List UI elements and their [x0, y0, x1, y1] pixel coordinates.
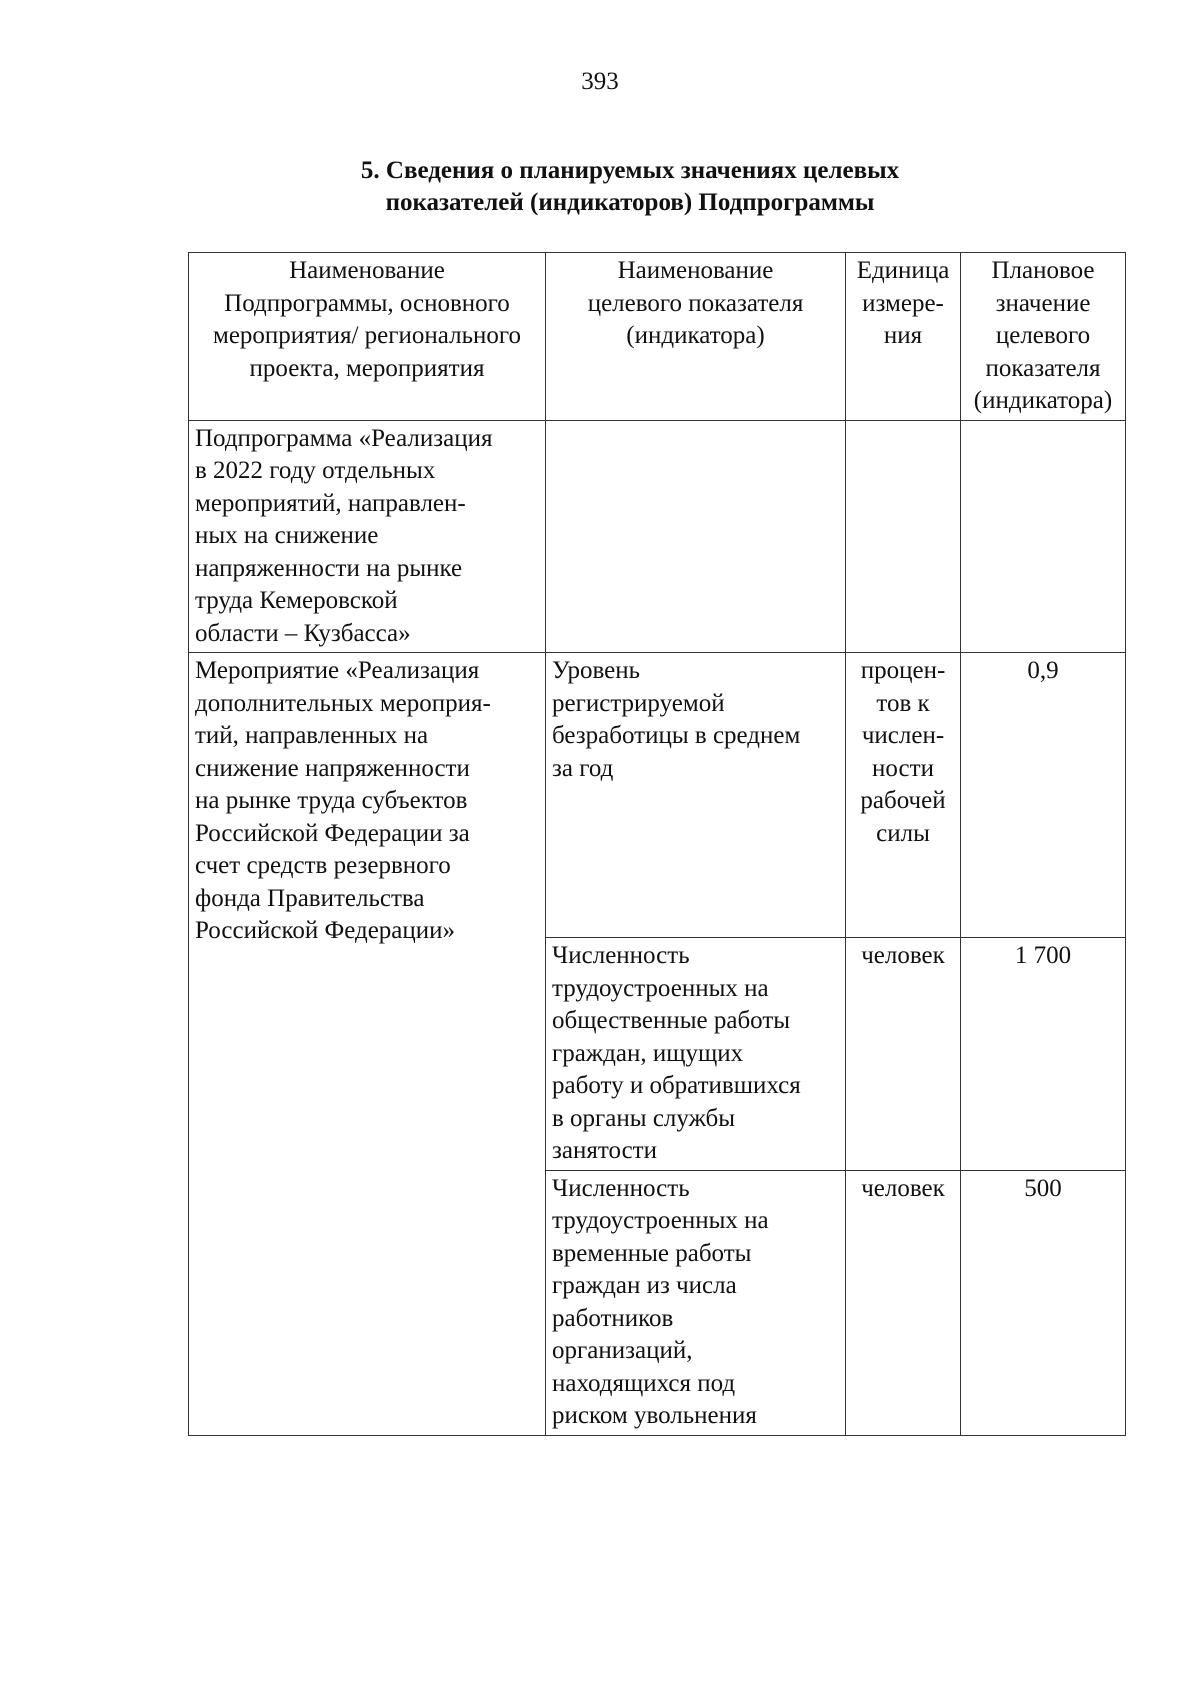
page-number: 393	[581, 68, 619, 95]
indicator-unit-cell: человек	[846, 938, 961, 1171]
empty-cell	[546, 420, 846, 653]
section-title-line-1: 5. Сведения о планируемых значениях целевых	[360, 157, 900, 184]
section-title-line-2: показателей (индикаторов) Подпрограммы	[385, 189, 875, 216]
header-planned-value: Плановое значение целевого показателя (индикатора)	[961, 253, 1126, 421]
indicator-name-cell: Численность трудоустроенных на общественные работы граждан, ищущих работу и обратившихся в органы службы занятости	[546, 938, 846, 1171]
indicator-value-cell: 1 700	[961, 938, 1126, 1171]
table-row-subprogram	[189, 420, 1126, 653]
header-indicator-name: Наименование целевого показателя (индикатора)	[546, 253, 846, 421]
table-row-indicator-1	[189, 653, 1126, 938]
indicator-value-cell: 0,9	[961, 653, 1126, 938]
indicators-table	[188, 252, 1126, 1436]
empty-cell	[846, 420, 961, 653]
indicator-name-cell: Уровень регистрируемой безработицы в среднем за год	[546, 653, 846, 938]
subprogram-name-cell: Подпрограмма «Реализация в 2022 году отдельных мероприятий, направлен- ных на снижение напряженности на рынке труда Кемеровской области – Кузбасса»	[189, 420, 546, 653]
indicator-value-cell: 500	[961, 1170, 1126, 1435]
header-program-name: Наименование Подпрограммы, основного мероприятия/ регионального проекта, мероприятия	[189, 253, 546, 421]
indicator-name-cell: Численность трудоустроенных на временные работы граждан из числа работников организаций, находящихся под риском увольнения	[546, 1170, 846, 1435]
indicator-unit-cell: человек	[846, 1170, 961, 1435]
indicator-unit-cell: процен- тов к числен- ности рабочей силы	[846, 653, 961, 938]
empty-cell	[961, 420, 1126, 653]
section-title	[250, 155, 1010, 219]
table-header-row	[189, 253, 1126, 421]
header-unit: Единица измере- ния	[846, 253, 961, 421]
measure-name-cell: Мероприятие «Реализация дополнительных мероприя- тий, направленных на снижение напряженности на рынке труда субъектов Российской Федерации за счет средств резервного фонда Правительства Российской Федерации»	[189, 653, 546, 1436]
